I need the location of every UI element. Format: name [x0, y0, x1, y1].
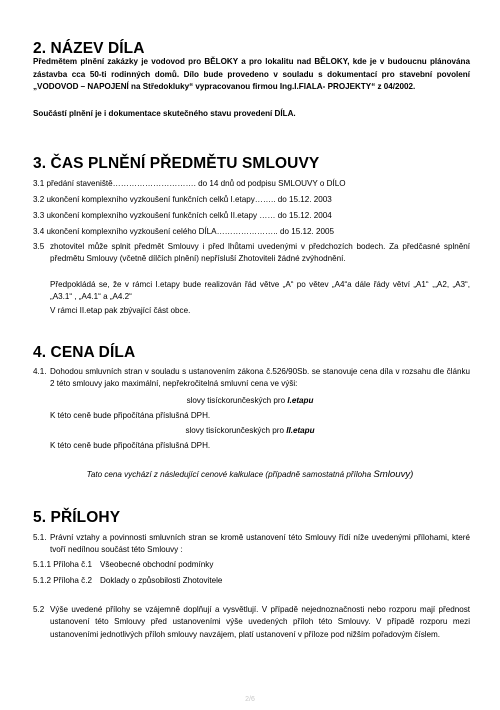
section-3-heading: 3. ČAS PLNĚNÍ PŘEDMĚTU SMLOUVY: [33, 155, 320, 172]
item-5-2-number: 5.2: [33, 605, 45, 614]
section-5-heading: 5. PŘÍLOHY: [33, 509, 121, 526]
item-3-5-number: 3.5: [33, 242, 45, 251]
item-3-1: 3.1 předání staveniště…………………………. do 14 dnů od podpisu SMLOUVY o DÍLO: [33, 179, 346, 188]
section-2-note: Součástí plnění je i dokumentace skutečného stavu provedení DÍLA.: [33, 109, 296, 118]
vat-note-1: K této ceně bude připočítána příslušná DPH.: [50, 411, 211, 420]
section-4-heading: 4. CENA DÍLA: [33, 344, 136, 361]
item-3-5-stage1: Předpokládá se, že v rámci I.etapy bude realizován řád větve „A“ po větev „A4“a dále řády větví „A1“ ,„A2, „A3“,„A3.1“ , „A4.1“ a „A4.2“: [50, 280, 470, 302]
attachment-1-label: 5.1.1 Příloha č.1: [33, 560, 92, 569]
item-3-5-text: zhotovitel může splnit předmět Smlouvy i před lhůtami uvedenými v předchozích bodech. Za předčasné splnění předmětu Smlouvy (včetně dílčích plnění) nepřísluší Zhotoviteli žádné zvýhodnění.: [50, 242, 470, 264]
vat-note-2: K této ceně bude připočítána příslušná DPH.: [50, 441, 211, 450]
section-2-heading: 2. NÁZEV DÍLA: [33, 40, 145, 57]
item-5-2-text: Výše uvedené přílohy se vzájemně doplňují a vysvětlují. V případě nejednoznačnosti nebo rozporu mají přednost ustanovení této Smlouvy před ustanoveními výše uvedených příloh této Smlouvy. V případě rozporu mezi ustanoveními jednotlivých příloh smlouvy navzájem, platí ustanovení v příloze pod nižším pořadovým číslem.: [50, 605, 470, 639]
section-2-paragraph: Předmětem plnění zakázky je vodovod pro BĚLOKY a pro lokalitu nad BĚLOKY, kde je v budoucnu plánována zástavba cca 50-ti rodinných domů. Dílo bude provedeno v souladu s dokumentací pro stavební povolení „VODOVOD – NAPOJENÍ na Středokluky“ vypracovanou firmou Ing.I.FIALA- PROJEKTY“ z 04/2002.: [33, 57, 470, 92]
price-stage-2: slovy tisíckorunčeských pro II.etapu: [185, 426, 315, 435]
item-5-1-text: Právní vztahy a povinnosti smluvních stran se kromě ustanovení této Smlouvy řídí níže uvedenými přílohami, které tvoří nedílnou součást této Smlouvy :: [50, 533, 470, 555]
item-3-5-stage2: V rámci II.etap pak zbývající část obce.: [50, 306, 191, 315]
item-5-1-number: 5.1.: [33, 533, 47, 542]
attachment-1-title: Všeobecné obchodní podmínky: [100, 560, 214, 569]
page-number: 2/6: [245, 696, 255, 703]
price-stage-1: slovy tisíckorunčeských pro I.etapu: [186, 396, 314, 405]
item-4-1-number: 4.1.: [33, 367, 47, 376]
attachment-2-title: Doklady o způsobilosti Zhotovitele: [100, 576, 223, 585]
price-calculation-note: Tato cena vychází z následující cenové kalkulace (případně samostatná příloha Smlouvy): [86, 469, 414, 480]
attachment-2-label: 5.1.2 Příloha č.2: [33, 576, 92, 585]
item-3-4: 3.4 ukončení komplexního vyzkoušení celého DÍLA………………….. do 15.12. 2005: [33, 227, 334, 236]
item-4-1-text: Dohodou smluvních stran v souladu s ustanovením zákona č.526/90Sb. se stanovuje cena díla v rozsahu dle článku 2 této smlouvy jako maximální, nepřekročitelná smluvní cena ve výši:: [50, 367, 470, 389]
item-3-3: 3.3 ukončení komplexního vyzkoušení funkčních celků II.etapy …… do 15.12. 2004: [33, 211, 332, 220]
item-3-2: 3.2 ukončení komplexního vyzkoušení funkčních celků I.etapy…….. do 15.12. 2003: [33, 195, 332, 204]
